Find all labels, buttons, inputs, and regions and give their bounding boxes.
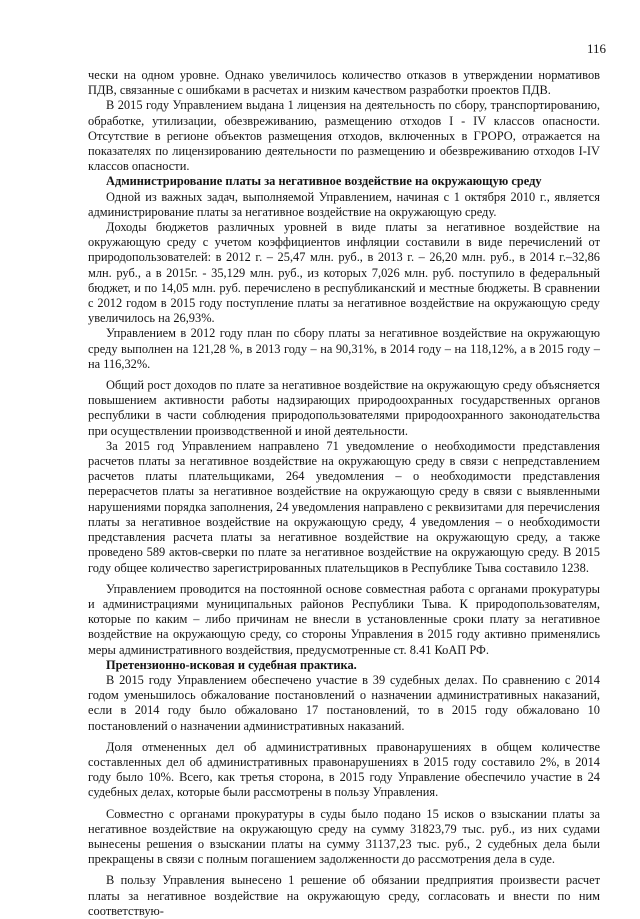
paragraph: За 2015 год Управлением направлено 71 уведомление о необходимости представления расчетов платы за негативное воздействие на окружающую среду в связи с непредставлением расчетов платы плательщиками, 264 уведомления – о необходимости представления перерасчетов платы за негативное воздействие на окружающую среду в связи с выявленными нарушениями порядка заполнения, 24 уведомления направлено с реквизитами для перечисления платы за негативное воздействие на окружающую среду, 4 уведомления – о необходимости представления расчета платы за негативное воздействие на окружающую среду, а также проведено 589 актов-сверки по плате за негативное воздействие на окружающую среду. В 2015 году общее количество зарегистрированных плательщиков в Республике Тыва составило 1238.	[88, 438, 600, 575]
paragraph: Доходы бюджетов различных уровней в виде платы за негативное воздействие на окружающую среду с учетом коэффициентов инфляции составили в виде перечислений от природопользователей: в 2012 г. – 25,47 млн. руб., в 2013 г. – 26,20 млн. руб., в 2014 г.–32,86 млн. руб., а в 2015г. - 35,129 млн. руб., из которых 7,026 млн. руб. поступило в федеральный бюджет, и по 14,05 млн. руб. перечислено в республиканский и местные бюджеты. В сравнении с 2012 годом в 2015 году поступление платы за негативное воздействие на окружающую среду увеличилось на 26,93%.	[88, 220, 600, 326]
paragraph: В 2015 году Управлением обеспечено участие в 39 судебных делах. По сравнению с 2014 годом уменьшилось обжалование постановлений о назначении административных наказаний, если в 2014 году было обжаловано 17 постановлений, то в 2015 году обжаловано 10 постановлений о назначении административных наказаний.	[88, 672, 600, 733]
paragraph: Управлением проводится на постоянной основе совместная работа с органами прокуратуры и администрациями муниципальных районов Республики Тыва. К природопользователям, которые по каким – либо причинам не внесли в установленные сроки плату за негативное воздействие на окружающую среду, со стороны Управления в 2015 году активно применялись меры административного воздействия, предусмотренные ст. 8.41 КоАП РФ.	[88, 581, 600, 657]
paragraph: Управлением в 2012 году план по сбору платы за негативное воздействие на окружающую среду выполнен на 121,28 %, в 2013 году – на 90,31%, в 2014 году – на 118,12%, а в 2015 году – на 116,32%.	[88, 326, 600, 371]
paragraph: чески на одном уровне. Однако увеличилось количество отказов в утверждении нормативов ПДВ, связанные с ошибками в расчетах и низким качеством разработки проектов ПДВ.	[88, 68, 600, 98]
paragraph: Доля отмененных дел об административных правонарушениях в общем количестве составленных дел об административных правонарушениях в 2015 году составило 2%, в 2014 году было 10%. Всего, как третья сторона, в 2015 году Управление обеспечило участие в 24 судебных делах, которые были рассмотрены в пользу Управления.	[88, 739, 600, 800]
page-number: 116	[586, 41, 606, 56]
section-heading: Администрирование платы за негативное воздействие на окружающую среду	[106, 174, 542, 189]
paragraph: В пользу Управления вынесено 1 решение об обязании предприятия произвести расчет платы за негативное воздействие на окружающую среду, согласовать и внести по ним соответствую-	[88, 873, 600, 918]
paragraph: Одной из важных задач, выполняемой Управлением, начиная с 1 октября 2010 г., является администрирование платы за негативное воздействие на окружающую среду.	[88, 189, 600, 219]
paragraph: В 2015 году Управлением выдана 1 лицензия на деятельность по сбору, транспортированию, обработке, утилизации, обезвреживанию, размещению отходов I - IV классов опасности. Отсутствие в регионе объектов размещения отходов, включенных в ГРОРО, отражается на показателях по лицензированию деятельности по размещению и обезвреживанию отходов I-IV классов опасности.	[88, 98, 600, 174]
document-body	[88, 68, 600, 919]
paragraph: Общий рост доходов по плате за негативное воздействие на окружающую среду объясняется повышением активности работы надзирающих природоохранных государственных органов республики в части соблюдения природопользователями природоохранного законодательства при осуществлении производственной и иной деятельности.	[88, 378, 600, 438]
paragraph: Совместно с органами прокуратуры в суды было подано 15 исков о взыскании платы за негативное воздействие на окружающую среду на сумму 31823,79 тыс. руб., из них судами вынесены решения о взыскании платы на сумму 31137,23 тыс. руб., 2 судебных дела были прекращены в связи с полным погашением задолженности до рассмотрения дела в суде.	[88, 806, 600, 867]
section-heading: Претензионно-исковая и судебная практика.	[106, 657, 357, 672]
